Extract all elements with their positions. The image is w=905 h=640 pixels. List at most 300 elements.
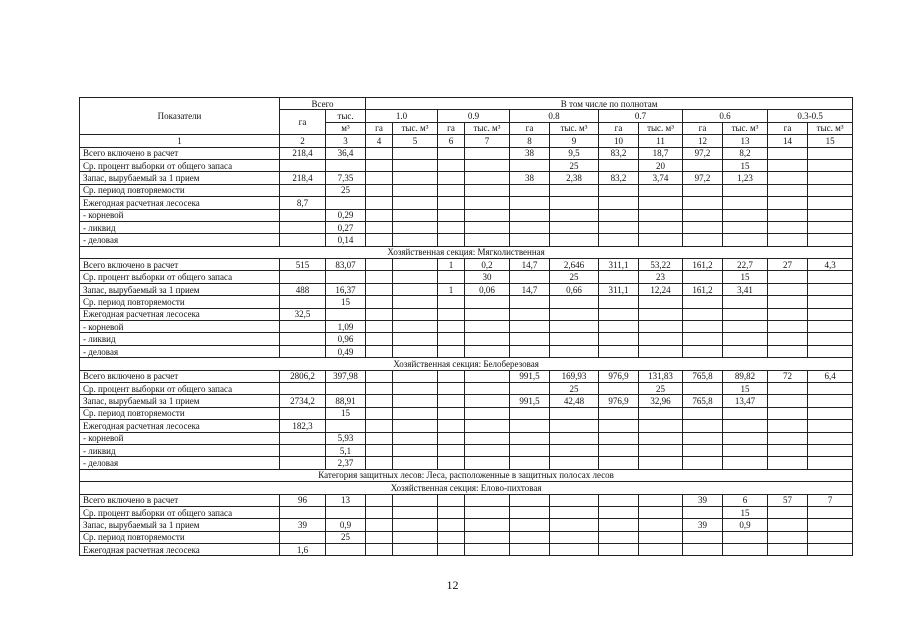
table-cell: [510, 159, 550, 171]
table-cell: [768, 382, 808, 394]
table-cell: 32,96: [639, 395, 683, 407]
table-cell: 515: [280, 259, 326, 271]
table-cell: [465, 382, 510, 394]
table-cell: [808, 407, 853, 419]
table-row: [80, 382, 853, 394]
table-cell: [465, 345, 510, 357]
table-cell: [808, 234, 853, 246]
table-cell: [366, 172, 393, 184]
table-cell: [465, 395, 510, 407]
table-cell: 88,91: [326, 395, 366, 407]
table-cell: [510, 519, 550, 531]
col-number: 15: [808, 135, 853, 147]
table-cell: [723, 333, 768, 345]
table-cell: [366, 147, 393, 159]
table-cell: [366, 494, 393, 506]
table-row: [80, 345, 853, 357]
table-cell: [366, 159, 393, 171]
table-cell: [510, 506, 550, 518]
header-density-4: 0.7: [599, 110, 683, 122]
row-label: - деловая: [80, 457, 280, 469]
table-cell: [550, 197, 599, 209]
table-cell: 0,9: [723, 519, 768, 531]
table-cell: 39: [683, 519, 723, 531]
table-cell: [438, 370, 465, 382]
table-cell: [550, 457, 599, 469]
table-cell: [465, 370, 510, 382]
table-cell: [808, 444, 853, 456]
row-label: Ср. процент выборки от общего запаса: [80, 159, 280, 171]
table-cell: [599, 184, 639, 196]
table-cell: [639, 209, 683, 221]
row-label: Запас, вырубаемый за 1 прием: [80, 283, 280, 295]
table-cell: [366, 209, 393, 221]
table-cell: [510, 444, 550, 456]
table-cell: [550, 444, 599, 456]
table-cell: [550, 345, 599, 357]
table-cell: [280, 432, 326, 444]
table-cell: [768, 519, 808, 531]
table-cell: [723, 209, 768, 221]
section-title: Хозяйственная секция: Мягколиственная: [80, 246, 853, 258]
table-cell: 38: [510, 172, 550, 184]
table-row: [80, 506, 853, 518]
table-cell: [510, 221, 550, 233]
row-label: Ср. процент выборки от общего запаса: [80, 382, 280, 394]
row-label: Ежегодная расчетная лесосека: [80, 197, 280, 209]
table-cell: [366, 544, 393, 556]
table-cell: [326, 308, 366, 320]
row-label: Ср. период повторяемости: [80, 296, 280, 308]
header-total: Всего: [280, 98, 366, 110]
table-cell: 5,93: [326, 432, 366, 444]
table-cell: [465, 147, 510, 159]
row-label: Всего включено в расчет: [80, 494, 280, 506]
table-cell: [280, 506, 326, 518]
table-cell: 22,7: [723, 259, 768, 271]
table-cell: [393, 531, 438, 543]
category-title: Категория защитных лесов: Леса, расположенные в защитных полосах лесов: [80, 469, 853, 481]
table-cell: [639, 519, 683, 531]
table-cell: [599, 407, 639, 419]
table-cell: [683, 184, 723, 196]
table-cell: [280, 234, 326, 246]
table-row: [80, 147, 853, 159]
table-cell: [683, 432, 723, 444]
table-cell: [808, 197, 853, 209]
header-density-6: 0.3-0.5: [768, 110, 853, 122]
table-cell: [510, 345, 550, 357]
table-cell: 14,7: [510, 283, 550, 295]
table-cell: 39: [280, 519, 326, 531]
table-cell: 0,96: [326, 333, 366, 345]
row-label: Всего включено в расчет: [80, 259, 280, 271]
table-cell: [768, 184, 808, 196]
table-cell: [510, 296, 550, 308]
table-cell: 30: [465, 271, 510, 283]
table-cell: [639, 420, 683, 432]
table-cell: 20: [639, 159, 683, 171]
table-cell: [639, 184, 683, 196]
table-cell: [599, 494, 639, 506]
table-row: [80, 407, 853, 419]
table-cell: [723, 184, 768, 196]
table-cell: 83,07: [326, 259, 366, 271]
table-cell: [465, 531, 510, 543]
table-cell: [366, 184, 393, 196]
table-cell: 9,5: [550, 147, 599, 159]
column-number-row: [80, 135, 853, 147]
table-row: [80, 209, 853, 221]
table-cell: [510, 432, 550, 444]
table-cell: [465, 519, 510, 531]
table-cell: 182,3: [280, 420, 326, 432]
table-cell: [510, 321, 550, 333]
table-cell: 32,5: [280, 308, 326, 320]
table-cell: 0,29: [326, 209, 366, 221]
table-cell: [393, 370, 438, 382]
table-cell: [599, 444, 639, 456]
table-cell: [438, 172, 465, 184]
header-thous-m3: тыс. м³: [808, 122, 853, 134]
table-cell: [808, 382, 853, 394]
table-cell: [683, 296, 723, 308]
table-cell: [366, 221, 393, 233]
table-cell: [280, 345, 326, 357]
table-cell: [639, 432, 683, 444]
row-label: Всего включено в расчет: [80, 370, 280, 382]
table-cell: [808, 159, 853, 171]
table-cell: [510, 457, 550, 469]
table-cell: [280, 159, 326, 171]
table-row: [80, 159, 853, 171]
table-cell: [510, 333, 550, 345]
table-cell: [599, 321, 639, 333]
table-cell: 83,2: [599, 172, 639, 184]
table-cell: [366, 519, 393, 531]
table-cell: [723, 444, 768, 456]
table-cell: [683, 209, 723, 221]
table-cell: 97,2: [683, 147, 723, 159]
row-label: Ср. процент выборки от общего запаса: [80, 506, 280, 518]
table-cell: 1: [438, 259, 465, 271]
table-cell: [550, 531, 599, 543]
table-cell: [768, 159, 808, 171]
table-row: [80, 184, 853, 196]
table-cell: 976,9: [599, 370, 639, 382]
table-cell: [768, 544, 808, 556]
header-thous-m3: тыс. м³: [393, 122, 438, 134]
table-cell: [550, 432, 599, 444]
table-cell: [723, 197, 768, 209]
table-cell: [768, 531, 808, 543]
table-cell: [683, 333, 723, 345]
header-ha: га: [366, 122, 393, 134]
table-cell: [366, 234, 393, 246]
table-cell: [465, 234, 510, 246]
table-cell: [438, 457, 465, 469]
table-cell: [768, 444, 808, 456]
table-cell: 991,5: [510, 370, 550, 382]
table-cell: [599, 345, 639, 357]
table-cell: [510, 197, 550, 209]
table-cell: [393, 345, 438, 357]
table-cell: [438, 395, 465, 407]
header-ha: га: [683, 122, 723, 134]
table-cell: [599, 544, 639, 556]
table-cell: 218,4: [280, 172, 326, 184]
table-cell: [723, 234, 768, 246]
col-number: 8: [510, 135, 550, 147]
row-label: Запас, вырубаемый за 1 прием: [80, 395, 280, 407]
table-cell: [465, 333, 510, 345]
table-cell: [510, 407, 550, 419]
table-cell: [438, 209, 465, 221]
table-cell: [510, 308, 550, 320]
table-cell: [465, 209, 510, 221]
row-label: - ликвид: [80, 221, 280, 233]
row-label: Всего включено в расчет: [80, 147, 280, 159]
header-total-thous: тыс.: [326, 110, 366, 122]
col-number: 1: [80, 135, 280, 147]
table-cell: [393, 506, 438, 518]
table-cell: [393, 159, 438, 171]
table-cell: [683, 321, 723, 333]
col-number: 6: [438, 135, 465, 147]
table-cell: 15: [723, 159, 768, 171]
table-cell: [768, 420, 808, 432]
table-cell: 15: [326, 407, 366, 419]
table-cell: [465, 420, 510, 432]
table-cell: [550, 296, 599, 308]
table-cell: [393, 271, 438, 283]
table-cell: [393, 209, 438, 221]
table-cell: [599, 234, 639, 246]
table-cell: [768, 457, 808, 469]
table-cell: [723, 221, 768, 233]
table-cell: [393, 172, 438, 184]
table-cell: [280, 444, 326, 456]
table-cell: [768, 407, 808, 419]
table-cell: [393, 519, 438, 531]
table-cell: [808, 147, 853, 159]
table-cell: [639, 308, 683, 320]
table-cell: [639, 457, 683, 469]
row-label: Ср. период повторяемости: [80, 531, 280, 543]
table-cell: [639, 197, 683, 209]
table-cell: [438, 531, 465, 543]
table-cell: [366, 531, 393, 543]
table-cell: [326, 382, 366, 394]
table-cell: [723, 321, 768, 333]
table-cell: [723, 345, 768, 357]
table-cell: 2,38: [550, 172, 599, 184]
col-number: 11: [639, 135, 683, 147]
table-cell: [438, 321, 465, 333]
table-cell: [438, 221, 465, 233]
table-cell: [683, 420, 723, 432]
table-cell: [438, 506, 465, 518]
section-row: [80, 358, 853, 370]
header-total-m3: м³: [326, 122, 366, 134]
table-cell: [438, 184, 465, 196]
table-cell: [280, 321, 326, 333]
table-cell: 0,06: [465, 283, 510, 295]
table-cell: [768, 197, 808, 209]
table-cell: [808, 321, 853, 333]
table-cell: 13: [326, 494, 366, 506]
table-cell: [599, 271, 639, 283]
table-cell: [768, 432, 808, 444]
table-row: [80, 420, 853, 432]
table-cell: 976,9: [599, 395, 639, 407]
table-cell: [639, 506, 683, 518]
table-cell: [768, 172, 808, 184]
table-cell: [366, 457, 393, 469]
table-cell: [393, 184, 438, 196]
table-cell: [808, 308, 853, 320]
table-cell: 0,27: [326, 221, 366, 233]
table-cell: [280, 382, 326, 394]
row-label: - корневой: [80, 321, 280, 333]
table-row: [80, 221, 853, 233]
table-cell: [326, 544, 366, 556]
table-cell: [438, 444, 465, 456]
table-cell: 311,1: [599, 283, 639, 295]
table-cell: 36,4: [326, 147, 366, 159]
table-cell: [366, 296, 393, 308]
table-cell: 15: [326, 296, 366, 308]
table-row: [80, 444, 853, 456]
page-number: 12: [446, 578, 459, 592]
table-cell: 488: [280, 283, 326, 295]
table-cell: [639, 321, 683, 333]
table-cell: [599, 197, 639, 209]
table-cell: 0,49: [326, 345, 366, 357]
table-cell: 3,74: [639, 172, 683, 184]
table-row: [80, 531, 853, 543]
table-cell: 23: [639, 271, 683, 283]
table-cell: 25: [550, 271, 599, 283]
table-cell: [808, 457, 853, 469]
table-cell: 2806,2: [280, 370, 326, 382]
table-cell: [280, 209, 326, 221]
table-cell: [393, 432, 438, 444]
table-cell: [808, 544, 853, 556]
table-cell: 161,2: [683, 283, 723, 295]
table-cell: [768, 209, 808, 221]
table-cell: [808, 333, 853, 345]
table-cell: [366, 333, 393, 345]
table-cell: [599, 457, 639, 469]
table-cell: [550, 221, 599, 233]
table-cell: [280, 221, 326, 233]
table-cell: [465, 159, 510, 171]
table-cell: 7: [808, 494, 853, 506]
table-cell: 5,1: [326, 444, 366, 456]
table-cell: 15: [723, 506, 768, 518]
table-row: [80, 370, 853, 382]
table-cell: [438, 308, 465, 320]
table-cell: [438, 234, 465, 246]
table-cell: [683, 544, 723, 556]
table-cell: [366, 382, 393, 394]
table-cell: 2734,2: [280, 395, 326, 407]
header-row-1: [80, 98, 853, 110]
header-thous-m3: тыс. м³: [465, 122, 510, 134]
table-row: [80, 321, 853, 333]
row-label: - корневой: [80, 209, 280, 221]
table-cell: [366, 271, 393, 283]
table-cell: [550, 321, 599, 333]
table-cell: [465, 172, 510, 184]
table-cell: [599, 209, 639, 221]
table-cell: [723, 308, 768, 320]
table-cell: 0,9: [326, 519, 366, 531]
table-cell: 131,83: [639, 370, 683, 382]
table-cell: [393, 283, 438, 295]
table-cell: [599, 382, 639, 394]
row-label: Ежегодная расчетная лесосека: [80, 420, 280, 432]
table-row: [80, 197, 853, 209]
table-cell: [723, 296, 768, 308]
table-cell: [465, 197, 510, 209]
table-cell: [550, 184, 599, 196]
table-cell: [510, 544, 550, 556]
table-cell: [683, 382, 723, 394]
table-cell: [366, 308, 393, 320]
col-number: 5: [393, 135, 438, 147]
table-cell: 12,24: [639, 283, 683, 295]
table-cell: [599, 531, 639, 543]
table-cell: 15: [723, 382, 768, 394]
row-label: Ср. процент выборки от общего запаса: [80, 271, 280, 283]
table-cell: [438, 197, 465, 209]
table-cell: [280, 271, 326, 283]
table-cell: [683, 407, 723, 419]
table-row: [80, 494, 853, 506]
table-cell: 1,23: [723, 172, 768, 184]
table-cell: [768, 271, 808, 283]
table-cell: [280, 531, 326, 543]
table-cell: [639, 345, 683, 357]
table-cell: [366, 345, 393, 357]
table-cell: [510, 531, 550, 543]
table-cell: 39: [683, 494, 723, 506]
table-cell: 25: [639, 382, 683, 394]
table-cell: 25: [550, 159, 599, 171]
table-cell: 397,98: [326, 370, 366, 382]
forestry-table: [79, 97, 853, 556]
table-cell: [280, 457, 326, 469]
table-cell: 8,2: [723, 147, 768, 159]
row-label: - ликвид: [80, 444, 280, 456]
table-cell: [550, 506, 599, 518]
table-cell: [510, 420, 550, 432]
row-label: Ср. период повторяемости: [80, 184, 280, 196]
table-cell: [465, 544, 510, 556]
table-cell: [599, 506, 639, 518]
table-row: [80, 172, 853, 184]
header-ha: га: [599, 122, 639, 134]
table-cell: 13,47: [723, 395, 768, 407]
table-cell: [366, 395, 393, 407]
table-cell: [639, 296, 683, 308]
table-cell: [393, 395, 438, 407]
table-cell: [683, 221, 723, 233]
table-cell: [366, 432, 393, 444]
table-cell: 42,48: [550, 395, 599, 407]
